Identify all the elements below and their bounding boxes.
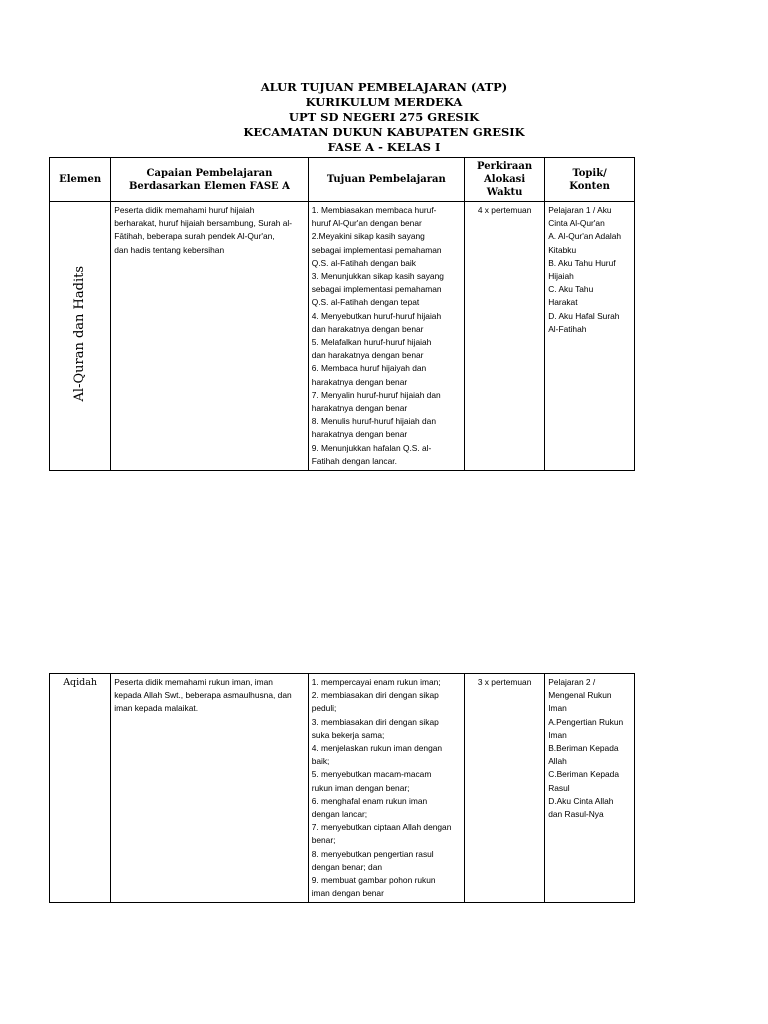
document-title (0, 80, 768, 155)
cell-text-line: Cinta Al-Qur'an (548, 218, 605, 229)
elemen-label: Al-Quran dan Hadits (72, 266, 88, 402)
cell-text-line: peduli; (311, 703, 337, 714)
cell-text-line: Hijaiah (548, 271, 574, 282)
cell-text-line: suka bekerja sama; (311, 729, 385, 740)
cell-text-line: Fatihah dengan lancar. (311, 455, 397, 466)
cell-text-line: harakatnya dengan benar (311, 376, 408, 387)
topik-cell (545, 674, 635, 903)
cell-text-line: 5. Melafalkan huruf-huruf hijaiah (311, 337, 432, 348)
elemen-label: Aqidah (63, 677, 98, 688)
atp-table-quran (49, 157, 635, 471)
cell-text-line: Mengenal Rukun (548, 690, 612, 701)
header-waktu: Perkiraan Alokasi Waktu (464, 158, 544, 202)
cell-text-line: Q.S. al-Fatihah dengan tepat (311, 297, 420, 308)
cell-text-line: dan harakatnya dengan benar (311, 323, 424, 334)
cell-text-line: iman dengan benar (311, 888, 384, 899)
cell-text-line: Kitabku (548, 244, 577, 255)
cell-text-line: baik; (311, 756, 330, 767)
topik-cell (545, 202, 635, 471)
cell-text-line: 7. Menyalin huruf-huruf hijaiah dan (311, 389, 441, 400)
cell-text-line: Pelajaran 1 / Aku (548, 205, 612, 215)
cell-text-line: dan harakatnya dengan benar (311, 350, 424, 361)
cell-text-line: sebagai implementasi pemahaman (311, 244, 442, 255)
cell-text-line: D. Aku Hafal Surah (548, 310, 620, 321)
cell-text-line: Harakat (548, 297, 578, 308)
cell-text-line: Peserta didik memahami rukun iman, iman (114, 677, 273, 687)
cell-text-line: Pelajaran 2 / (548, 677, 596, 687)
cell-text-line: iman kepada malaikat. (114, 703, 199, 714)
title-line-phase: FASE A - KELAS I (327, 140, 441, 154)
cell-text-line: 9. membuat gambar pohon rukun (311, 875, 436, 886)
header-capaian: Capaian Pembelajaran Berdasarkan Elemen FASE A (111, 158, 308, 202)
cell-text-line: A. Al-Qur'an Adalah (548, 231, 622, 242)
capaian-cell (111, 674, 308, 903)
cell-text-line: C. Aku Tahu (548, 284, 594, 295)
cell-text-line: 6. menghafal enam rukun iman (311, 795, 428, 806)
cell-text-line: 8. menyebutkan pengertian rasul (311, 848, 434, 859)
cell-text-line: Fātihah, beberapa surah pendek Al-Qur'an, (114, 231, 275, 242)
cell-text-line: 7. menyebutkan ciptaan Allah dengan (311, 822, 452, 833)
elemen-cell (50, 202, 111, 471)
tujuan-cell (308, 202, 464, 471)
cell-text-line: 3. Menunjukkan sikap kasih sayang (311, 271, 444, 282)
cell-text-line: sebagai implementasi pemahaman (311, 284, 442, 295)
cell-text-line: huruf Al-Qur'an dengan benar (311, 218, 422, 229)
cell-text-line: dan hadis tentang kebersihan (114, 244, 225, 255)
cell-text-line: Iman (548, 729, 567, 740)
cell-text-line: 4. menjelaskan rukun iman dengan (311, 743, 443, 754)
cell-text-line: Q.S. al-Fatihah dengan baik (311, 257, 416, 268)
cell-text-line: B.Beriman Kepada (548, 743, 619, 754)
header-tujuan: Tujuan Pembelajaran (308, 158, 464, 202)
cell-text-line: Iman (548, 703, 567, 714)
cell-text-line: Al-Fatihah (548, 323, 587, 334)
cell-text-line: dan Rasul-Nya (548, 809, 604, 820)
title-line-atp: ALUR TUJUAN PEMBELAJARAN (ATP) (260, 80, 508, 94)
cell-text-line: 3. membiasakan diri dengan sikap (311, 716, 439, 727)
cell-text-line: 2.Meyakini sikap kasih sayang (311, 231, 425, 242)
cell-text-line: 1. mempercayai enam rukun iman; (311, 677, 441, 687)
cell-text-line: D.Aku Cinta Allah (548, 795, 614, 806)
cell-text-line: Allah (548, 756, 567, 767)
cell-text-line: harakatnya dengan benar (311, 429, 408, 440)
capaian-cell (111, 202, 308, 471)
waktu-cell: 4 x pertemuan (464, 202, 544, 471)
cell-text-line: C.Beriman Kepada (548, 769, 619, 780)
title-line-kurikulum: KURIKULUM MERDEKA (305, 95, 463, 109)
cell-text-line: 1. Membiasakan membaca huruf- (311, 205, 437, 215)
cell-text-line: Rasul (548, 782, 570, 793)
tujuan-cell (308, 674, 464, 903)
cell-text-line: dengan benar; dan (311, 861, 383, 872)
cell-text-line: berharakat, huruf hijaiah bersambung, Surah al- (114, 218, 293, 229)
cell-text-line: 5. menyebutkan macam-macam (311, 769, 432, 780)
cell-text-line: Peserta didik memahami huruf hijaiah (114, 205, 255, 215)
elemen-cell (50, 674, 111, 903)
cell-text-line: 2. membiasakan diri dengan sikap (311, 690, 439, 701)
cell-text-line: A.Pengertian Rukun (548, 716, 624, 727)
table-row (50, 202, 635, 471)
header-topik: Topik/ Konten (545, 158, 635, 202)
cell-text-line: 6. Membaca huruf hijaiyah dan (311, 363, 427, 374)
atp-table-aqidah (49, 673, 635, 903)
cell-text-line: rukun iman dengan benar; (311, 782, 410, 793)
cell-text-line: 4. Menyebutkan huruf-huruf hijaiah (311, 310, 442, 321)
cell-text-line: dengan lancar; (311, 809, 368, 820)
cell-text-line: B. Aku Tahu Huruf (548, 257, 616, 268)
table-row (50, 674, 635, 903)
cell-text-line: harakatnya dengan benar (311, 403, 408, 414)
waktu-cell: 3 x pertemuan (464, 674, 544, 903)
table-header-row (50, 158, 635, 202)
cell-text-line: kepada Allah Swt., beberapa asmaulhusna, dan (114, 690, 292, 701)
header-elemen: Elemen (50, 158, 111, 202)
cell-text-line: 8. Menulis huruf-huruf hijaiah dan (311, 416, 436, 427)
cell-text-line: 9. Menunjukkan hafalan Q.S. al- (311, 442, 432, 453)
title-line-district: KECAMATAN DUKUN KABUPATEN GRESIK (243, 125, 525, 139)
title-line-school: UPT SD NEGERI 275 GRESIK (288, 110, 480, 124)
cell-text-line: benar; (311, 835, 336, 846)
